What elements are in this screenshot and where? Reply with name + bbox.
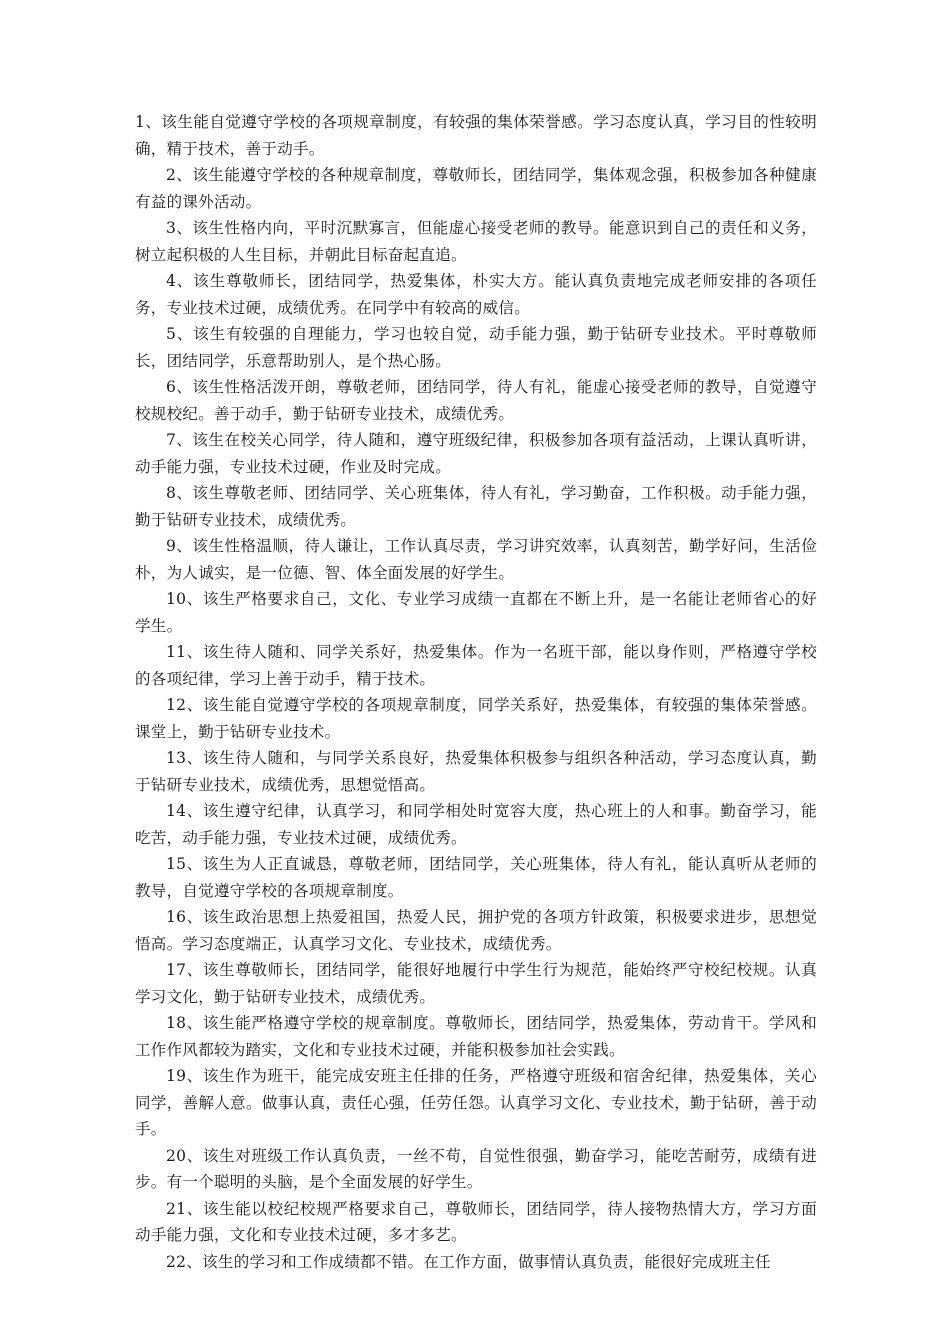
paragraph-13: 13、该生待人随和，与同学关系良好，热爱集体积极参与组织各种活动，学习态度认真，勤于钻研专业技术，成绩优秀，思想觉悟高。 <box>135 749 817 794</box>
paragraph-1: 1、该生能自觉遵守学校的各项规章制度，有较强的集体荣誉感。学习态度认真，学习目的性较明确，精于技术，善于动手。 <box>135 113 817 158</box>
paragraph-19: 19、该生作为班干，能完成安班主任排的任务，严格遵守班级和宿舍纪律，热爱集体，关心同学，善解人意。做事认真，责任心强，任劳任怨。认真学习文化、专业技术，勤于钻研，善于动手。 <box>135 1067 817 1138</box>
paragraph-16: 16、该生政治思想上热爱祖国，热爱人民，拥护党的各项方针政策，积极要求进步，思想觉悟高。学习态度端正，认真学习文化、专业技术，成绩优秀。 <box>135 908 817 953</box>
paragraph-17: 17、该生尊敬师长，团结同学，能很好地履行中学生行为规范，能始终严守校纪校规。认真学习文化，勤于钻研专业技术，成绩优秀。 <box>135 961 817 1006</box>
paragraph-14: 14、该生遵守纪律，认真学习，和同学相处时宽容大度，热心班上的人和事。勤奋学习，能吃苦，动手能力强，专业技术过硬，成绩优秀。 <box>135 802 817 847</box>
paragraph-2: 2、该生能遵守学校的各种规章制度，尊敬师长，团结同学，集体观念强，积极参加各种健康有益的课外活动。 <box>135 166 817 211</box>
paragraph-9: 9、该生性格温顺，待人谦让，工作认真尽责，学习讲究效率，认真刻苦，勤学好问，生活俭朴，为人诚实，是一位德、智、体全面发展的好学生。 <box>135 537 817 582</box>
document-body <box>135 109 817 1275</box>
paragraph-5: 5、该生有较强的自理能力，学习也较自觉，动手能力强，勤于钻研专业技术。平时尊敬师长，团结同学，乐意帮助别人，是个热心肠。 <box>135 325 817 370</box>
paragraph-6: 6、该生性格活泼开朗，尊敬老师，团结同学，待人有礼，能虚心接受老师的教导，自觉遵守校规校纪。善于动手，勤于钻研专业技术，成绩优秀。 <box>135 378 817 423</box>
paragraph-11: 11、该生待人随和、同学关系好，热爱集体。作为一名班干部，能以身作则，严格遵守学校的各项纪律，学习上善于动手，精于技术。 <box>135 643 817 688</box>
paragraph-18: 18、该生能严格遵守学校的规章制度。尊敬师长，团结同学，热爱集体，劳动肯干。学风和工作作风都较为踏实，文化和专业技术过硬，并能积极参加社会实践。 <box>135 1014 817 1059</box>
paragraph-15: 15、该生为人正直诚恳，尊敬老师，团结同学，关心班集体，待人有礼，能认真听从老师的教导，自觉遵守学校的各项规章制度。 <box>135 855 817 900</box>
paragraph-10: 10、该生严格要求自己，文化、专业学习成绩一直都在不断上升，是一名能让老师省心的好学生。 <box>135 590 817 635</box>
paragraph-7: 7、该生在校关心同学，待人随和，遵守班级纪律，积极参加各项有益活动，上课认真听讲，动手能力强，专业技术过硬，作业及时完成。 <box>135 431 817 476</box>
paragraph-12: 12、该生能自觉遵守学校的各项规章制度，同学关系好，热爱集体，有较强的集体荣誉感。课堂上，勤于钻研专业技术。 <box>135 696 817 741</box>
paragraph-4: 4、该生尊敬师长，团结同学，热爱集体，朴实大方。能认真负责地完成老师安排的各项任务，专业技术过硬，成绩优秀。在同学中有较高的威信。 <box>135 272 817 317</box>
paragraph-21: 21、该生能以校纪校规严格要求自己，尊敬师长，团结同学，待人接物热情大方，学习方面动手能力强，文化和专业技术过硬，多才多艺。 <box>135 1199 817 1244</box>
paragraph-3: 3、该生性格内向，平时沉默寡言，但能虚心接受老师的教导。能意识到自己的责任和义务，树立起积极的人生目标，并朝此目标奋起直追。 <box>135 219 817 264</box>
paragraph-20: 20、该生对班级工作认真负责，一丝不苟，自觉性很强，勤奋学习，能吃苦耐劳，成绩有进步。有一个聪明的头脑，是个全面发展的好学生。 <box>135 1146 817 1191</box>
paragraph-8: 8、该生尊敬老师、团结同学、关心班集体，待人有礼，学习勤奋，工作积极。动手能力强，勤于钻研专业技术，成绩优秀。 <box>135 484 817 529</box>
paragraph-22: 22、该生的学习和工作成绩都不错。在工作方面，做事情认真负责，能很好完成班主任 <box>166 1252 771 1271</box>
